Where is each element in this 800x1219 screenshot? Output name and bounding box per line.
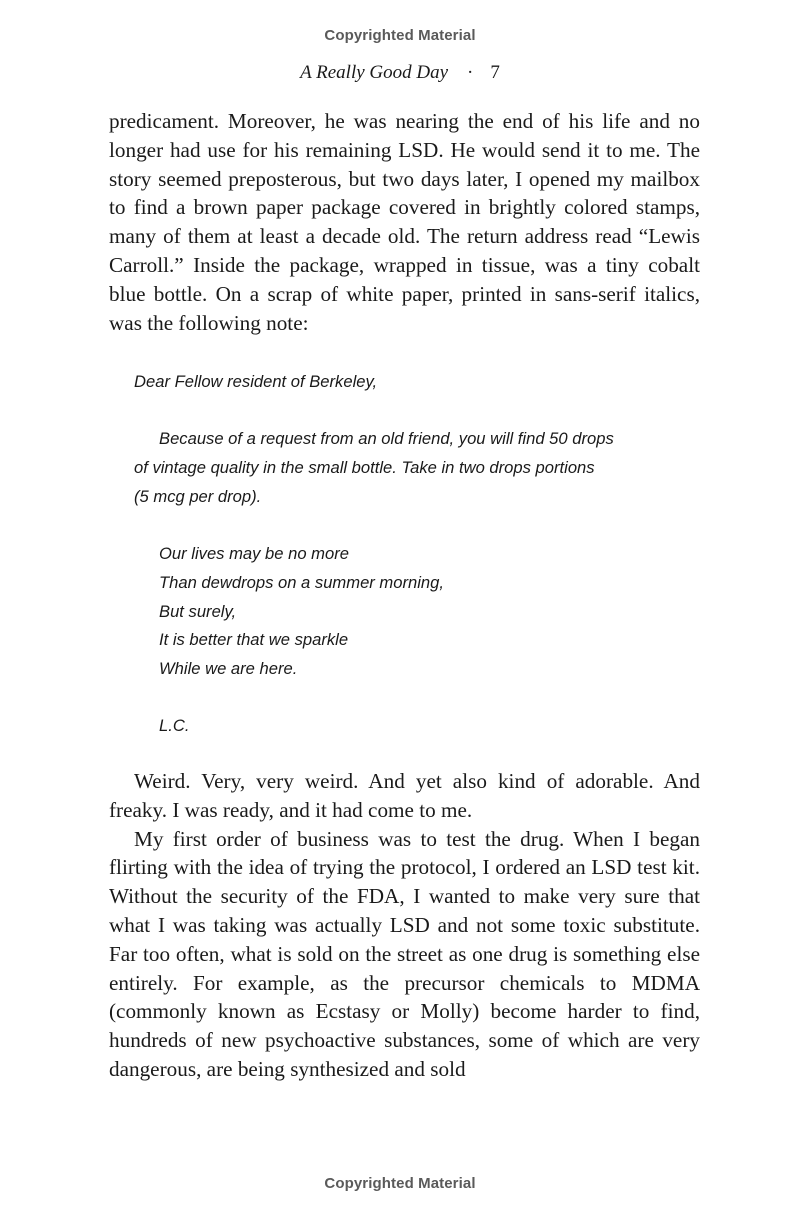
- poem-line: Our lives may be no more: [159, 544, 349, 563]
- body-paragraph-3: My first order of business was to test the drug. When I began flirting with the idea of trying the protocol, I ordered an LSD test kit. Without the security of the FDA, I wanted to make very sure that what I was taking was actually LSD and not some toxic substitute. Far too often, what is sold on the street as one drug is something else entirely. For example, as the precursor chemicals to MDMA (commonly known as Ecstasy or Molly) become harder to find, hundreds of new psychoactive substances, some of which are very dangerous, are being synthesized and sold: [109, 826, 700, 1081]
- copyright-notice-top: Copyrighted Material: [324, 27, 476, 44]
- running-head: [0, 62, 800, 84]
- page-number: 7: [490, 62, 500, 83]
- paragraph-text: predicament. Moreover, he was nearing the end of his life and no longer had use for his remaining LSD. He would send it to me. The story seemed preposterous, but two days later, I opened my mailbox to find a brown paper package covered in brightly colored stamps, many of them at least a decade old. The return address read “Lewis Carroll.” Inside the package, wrapped in tissue, was a tiny cobalt blue bottle. On a scrap of white paper, printed in sans-serif italics, was the following note:: [109, 109, 700, 335]
- letter-salutation: [134, 368, 679, 397]
- letter-body-line: (5 mcg per drop).: [134, 486, 262, 506]
- letter-body-line: Because of a request from an old friend, you will find 50 drops: [159, 429, 614, 448]
- letter-signature: [134, 712, 679, 741]
- poem-line: But surely,: [159, 601, 237, 621]
- letter-signature-text: L.C.: [159, 716, 190, 735]
- running-head-title: A Really Good Day: [300, 62, 449, 83]
- body-paragraph-2: Weird. Very, very weird. And yet also kind of adorable. And freaky. I was ready, and it had come to me.: [109, 769, 700, 822]
- letter-poem: [134, 540, 679, 684]
- body-paragraphs-continued: [109, 767, 700, 1084]
- letter-body-line: of vintage quality in the small bottle. Take in two drops portions: [134, 457, 595, 477]
- copyright-notice-bottom: Copyrighted Material: [324, 1175, 476, 1192]
- body-paragraph-1: [109, 107, 700, 337]
- letter-body: [134, 425, 679, 511]
- poem-line: Than dewdrops on a summer morning,: [159, 572, 444, 592]
- running-head-separator: ·: [467, 62, 474, 83]
- poem-line: While we are here.: [159, 659, 298, 679]
- poem-line: It is better that we sparkle: [159, 630, 349, 650]
- letter-salutation-line: Dear Fellow resident of Berkeley,: [134, 372, 378, 391]
